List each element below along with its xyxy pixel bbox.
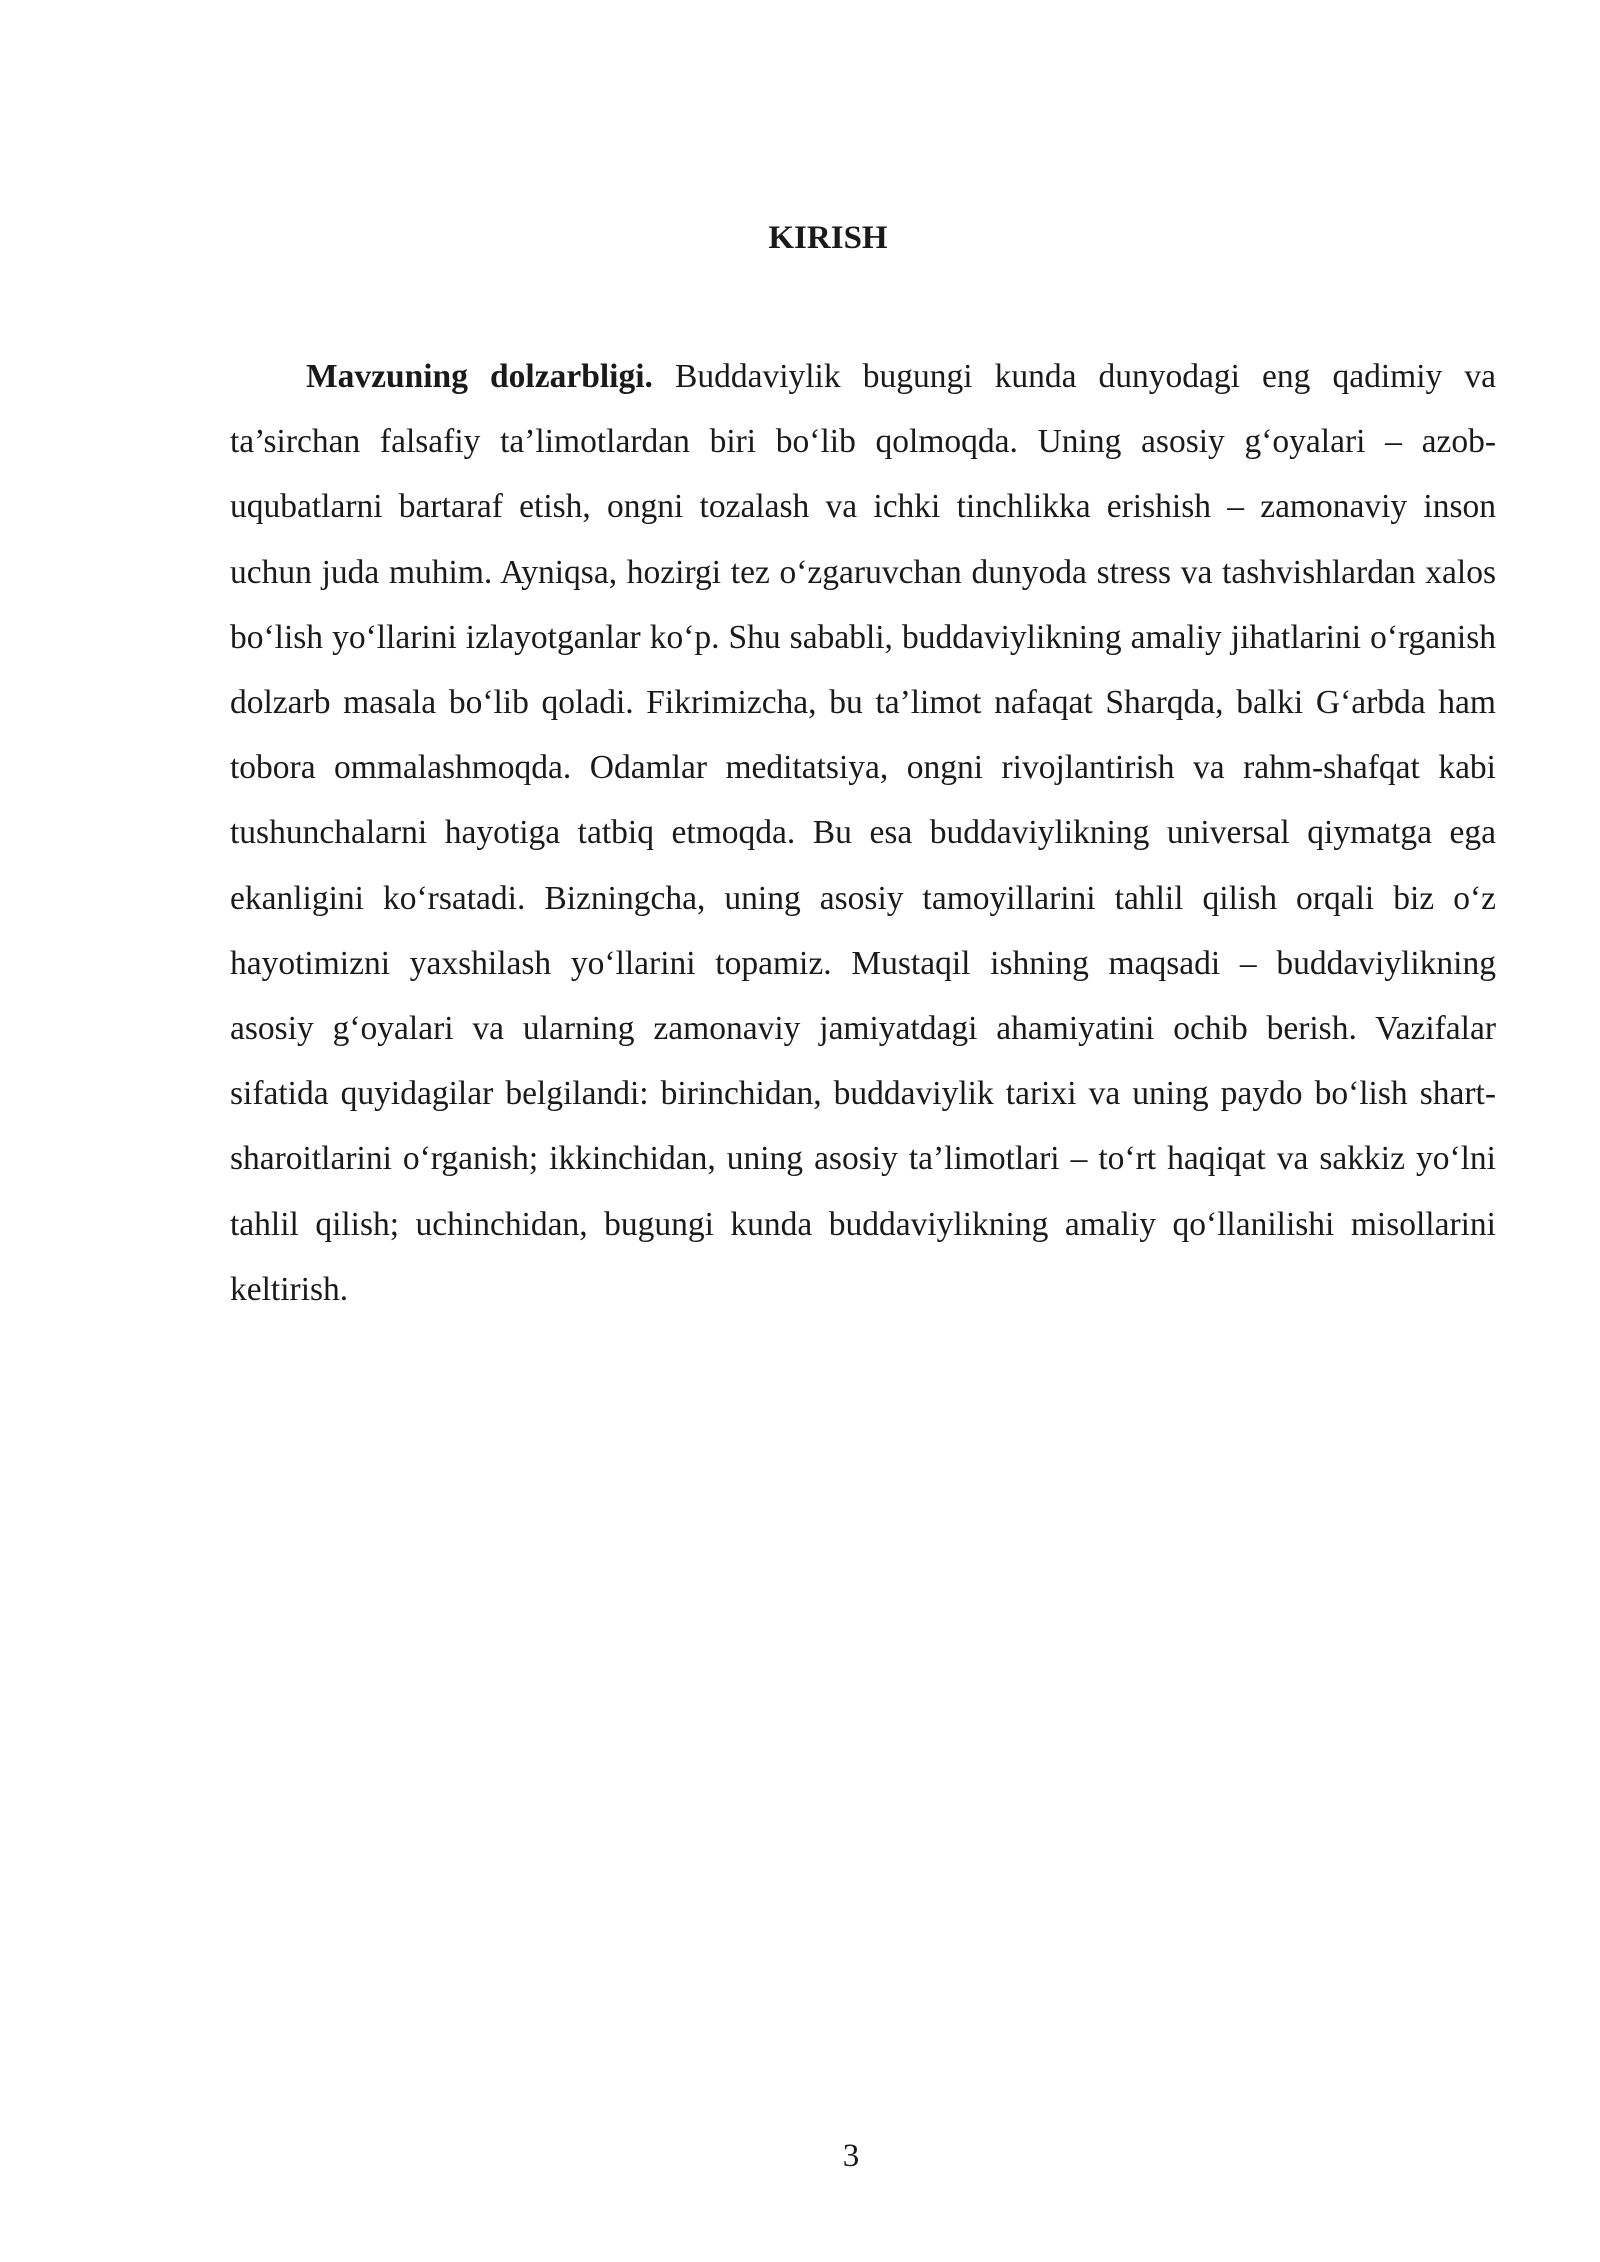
paragraph-text: Buddaviylik bugungi kunda dunyodagi eng qadimiy va ta’sirchan falsafiy ta’limotlardan biri bo‘lib qolmoqda. Uning asosiy g‘oyalari – azob-uqubatlarni bartaraf etish, ongni tozalash va ichki tinchlikka erishish – zamonaviy inson uchun juda muhim. Ayniqsa, hozirgi tez o‘zgaruvchan dunyoda stress va tashvishlardan xalos bo‘lish yo‘llarini izlayotganlar ko‘p. Shu sababli, buddaviylikning amaliy jihatlarini o‘rganish dolzarb masala bo‘lib qoladi. Fikrimizcha, bu ta’limot nafaqat Sharqda, balki G‘arbda ham tobora ommalashmoqda. Odamlar meditatsiya, ongni rivojlantirish va rahm-shafqat kabi tushunchalarni hayotiga tatbiq etmoqda. Bu esa buddaviylikning universal qiymatga ega ekanligini ko‘rsatadi. Bizningcha, uning asosiy tamoyillarini tahlil qilish orqali biz o‘z hayotimizni yaxshilash yo‘llarini topamiz. Mustaqil ishning maqsadi – buddaviylikning asosiy g‘oyalari va ularning zamonaviy jamiyatdagi ahamiyatini ochib berish. Vazifalar sifatida quyidagilar belgilandi: birinchidan, buddaviylik tarixi va uning paydo bo‘lish shart-sharoitlarini o‘rganish; ikkinchidan, uning asosiy ta’limotlari – to‘rt haqiqat va sakkiz yo‘lni tahlil qilish; uchinchidan, bugungi kunda buddaviylikning amaliy qo‘llanilishi misollarini keltirish. [230, 358, 1496, 1308]
page-number: 3 [842, 2138, 860, 2174]
body-paragraph [230, 344, 1496, 1322]
paragraph-lead: Mavzuning dolzarbligi. [306, 358, 653, 395]
section-heading: KIRISH [768, 220, 888, 256]
